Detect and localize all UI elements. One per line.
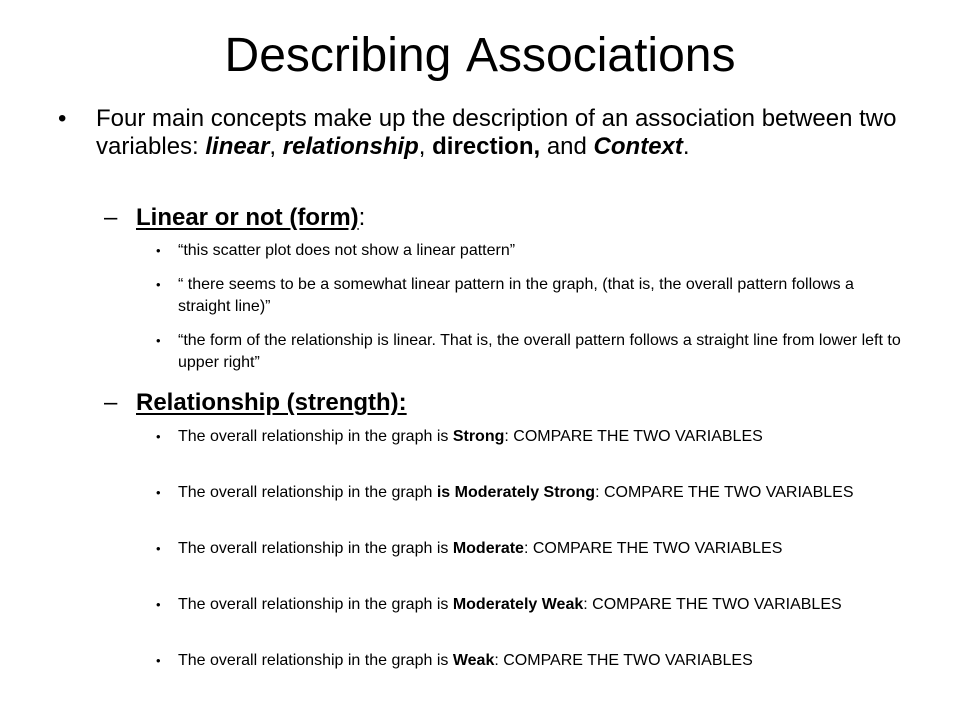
list-item-text: The overall relationship in the graph is Moderately Strong: COMPARE THE TWO VARIABLES bbox=[178, 484, 854, 501]
list-item bbox=[156, 240, 903, 262]
list-item-text: The overall relationship in the graph is Moderate: COMPARE THE TWO VARIABLES bbox=[178, 540, 783, 557]
section-heading-strength: Relationship (strength): bbox=[136, 389, 407, 416]
bullet-marker: • bbox=[58, 105, 67, 132]
intro-sep-2: , bbox=[418, 133, 433, 160]
term-relationship: relationship bbox=[282, 133, 419, 160]
intro-bullet bbox=[58, 105, 918, 161]
list-item-text: “the form of the relationship is linear. That is, the overall pattern follows a straight line from lower left to upper right” bbox=[178, 332, 901, 371]
term-direction: direction, bbox=[432, 133, 541, 160]
list-item bbox=[156, 426, 903, 448]
bullet-marker: • bbox=[156, 485, 161, 500]
bullet-marker: • bbox=[156, 429, 161, 444]
section-strength bbox=[104, 389, 407, 417]
term-context: Context bbox=[593, 133, 683, 160]
list-item bbox=[156, 482, 903, 504]
bullet-marker: • bbox=[156, 597, 161, 612]
term-linear: linear bbox=[205, 133, 270, 160]
list-item bbox=[156, 594, 903, 616]
list-item-text: “this scatter plot does not show a linear pattern” bbox=[178, 242, 516, 259]
list-item-text: The overall relationship in the graph is Weak: COMPARE THE TWO VARIABLES bbox=[178, 652, 753, 669]
list-item bbox=[156, 274, 903, 318]
section-form bbox=[104, 204, 365, 232]
section-heading-form: Linear or not (form) bbox=[136, 204, 359, 231]
intro-lead: Four main concepts make up the description of an association between two variables: bbox=[96, 105, 897, 160]
list-item bbox=[156, 650, 903, 672]
bullet-marker: • bbox=[156, 541, 161, 556]
list-item-text: “ there seems to be a somewhat linear pattern in the graph, (that is, the overall pattern follows a straight line)” bbox=[178, 276, 854, 315]
dash-marker: – bbox=[104, 204, 118, 231]
bullet-marker: • bbox=[156, 653, 161, 668]
intro-text bbox=[96, 105, 918, 161]
intro-sep-3: and bbox=[540, 133, 594, 160]
list-item-text: The overall relationship in the graph is Moderately Weak: COMPARE THE TWO VARIABLES bbox=[178, 596, 842, 613]
bullet-marker: • bbox=[156, 243, 161, 258]
bullet-marker: • bbox=[156, 333, 161, 348]
list-item-text: The overall relationship in the graph is Strong: COMPARE THE TWO VARIABLES bbox=[178, 428, 763, 445]
list-item bbox=[156, 330, 903, 374]
dash-marker: – bbox=[104, 389, 118, 416]
intro-sep-1: , bbox=[269, 133, 283, 160]
bullet-marker: • bbox=[156, 277, 161, 292]
list-item bbox=[156, 538, 903, 560]
slide-title: Describing Associations bbox=[224, 29, 736, 82]
intro-end: . bbox=[682, 133, 690, 160]
section-heading-suffix: : bbox=[358, 204, 366, 231]
